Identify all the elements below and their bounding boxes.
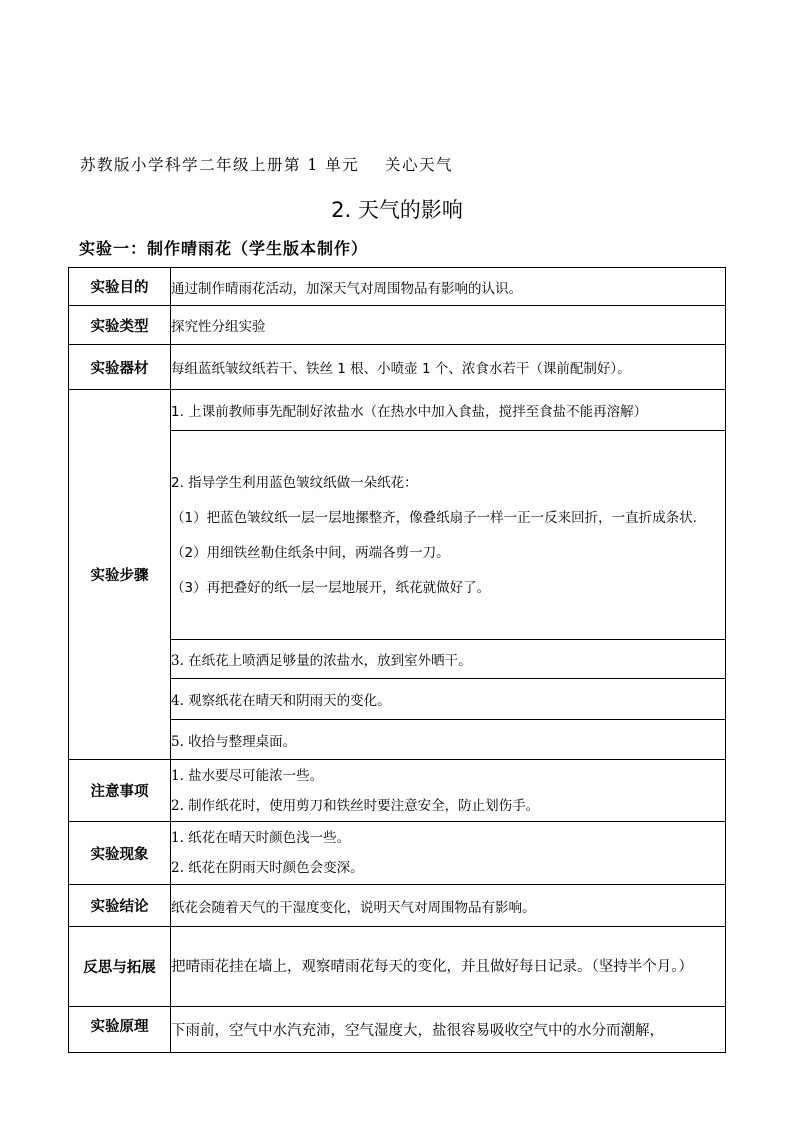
course-name: 苏教版小学科学二年级上册第 1 单元: [80, 156, 360, 174]
row-type: [69, 306, 726, 345]
content-phenomenon: [171, 822, 726, 885]
phenomenon-line2: 2. 纸花在阴雨天时颜色会变深。: [171, 860, 364, 876]
phenomenon-line1: 1. 纸花在晴天时颜色浅一些。: [171, 830, 351, 846]
course-header: [80, 153, 453, 175]
content-step4: 4. 观察纸花在晴天和阴雨天的变化。: [171, 679, 726, 720]
label-steps: 实验步骤: [69, 390, 171, 760]
row-step1: [69, 390, 726, 431]
unit-name: 关心天气: [384, 156, 453, 174]
label-principle: 实验原理: [69, 1007, 171, 1053]
row-materials: [69, 345, 726, 390]
row-purpose: [69, 268, 726, 306]
label-phenomenon: 实验现象: [69, 822, 171, 885]
experiment-table: [68, 267, 726, 1053]
content-type: 探究性分组实验: [171, 306, 726, 345]
content-reflection: 把晴雨花挂在墙上，观察晴雨花每天的变化，并且做好每日记录。（坚持半个月。）: [171, 927, 726, 1007]
row-reflection: [69, 927, 726, 1007]
step2-a: （1）把蓝色皱纹纸一层一层地摞整齐，像叠纸扇子一样一正一反来回折，一直折成条状.: [171, 509, 697, 526]
content-conclusion: 纸花会随着天气的干湿度变化，说明天气对周围物品有影响。: [171, 885, 726, 927]
step2-b: （2）用细铁丝勒住纸条中间，两端各剪一刀。: [171, 544, 450, 561]
label-purpose: 实验目的: [69, 268, 171, 306]
content-principle: 下雨前，空气中水汽充沛，空气湿度大，盐很容易吸收空气中的水分而潮解，: [171, 1007, 726, 1053]
content-step3: 3. 在纸花上喷洒足够量的浓盐水，放到室外晒干。: [171, 640, 726, 679]
content-step1: 1. 上课前教师事先配制好浓盐水（在热水中加入食盐，搅拌至食盐不能再溶解）: [171, 390, 726, 431]
content-purpose: 通过制作晴雨花活动，加深天气对周围物品有影响的认识。: [171, 268, 726, 306]
content-step5: 5. 收拾与整理桌面。: [171, 720, 726, 760]
label-conclusion: 实验结论: [69, 885, 171, 927]
lesson-title: 2. 天气的影响: [331, 198, 463, 222]
step2-c: （3）再把叠好的纸一层一层地展开，纸花就做好了。: [171, 579, 491, 596]
experiment-title: 实验一：制作晴雨花（学生版本制作）: [79, 239, 369, 258]
row-conclusion: [69, 885, 726, 927]
row-notes: [69, 760, 726, 822]
row-principle: [69, 1007, 726, 1053]
row-phenomenon: [69, 822, 726, 885]
notes-line2: 2. 制作纸花时，使用剪刀和铁丝时要注意安全，防止划伤手。: [171, 797, 540, 814]
content-materials: 每组蓝纸皱纹纸若干、铁丝 1 根、小喷壶 1 个、浓食水若干（课前配制好）。: [171, 345, 726, 390]
content-notes: [171, 760, 726, 822]
step2-intro: 2. 指导学生利用蓝色皱纹纸做一朵纸花：: [171, 474, 418, 491]
notes-line1: 1. 盐水要尽可能浓一些。: [171, 767, 324, 784]
content-step2: [171, 431, 726, 640]
label-materials: 实验器材: [69, 345, 171, 390]
label-type: 实验类型: [69, 306, 171, 345]
label-reflection: 反思与拓展: [69, 927, 171, 1007]
label-notes: 注意事项: [69, 760, 171, 822]
